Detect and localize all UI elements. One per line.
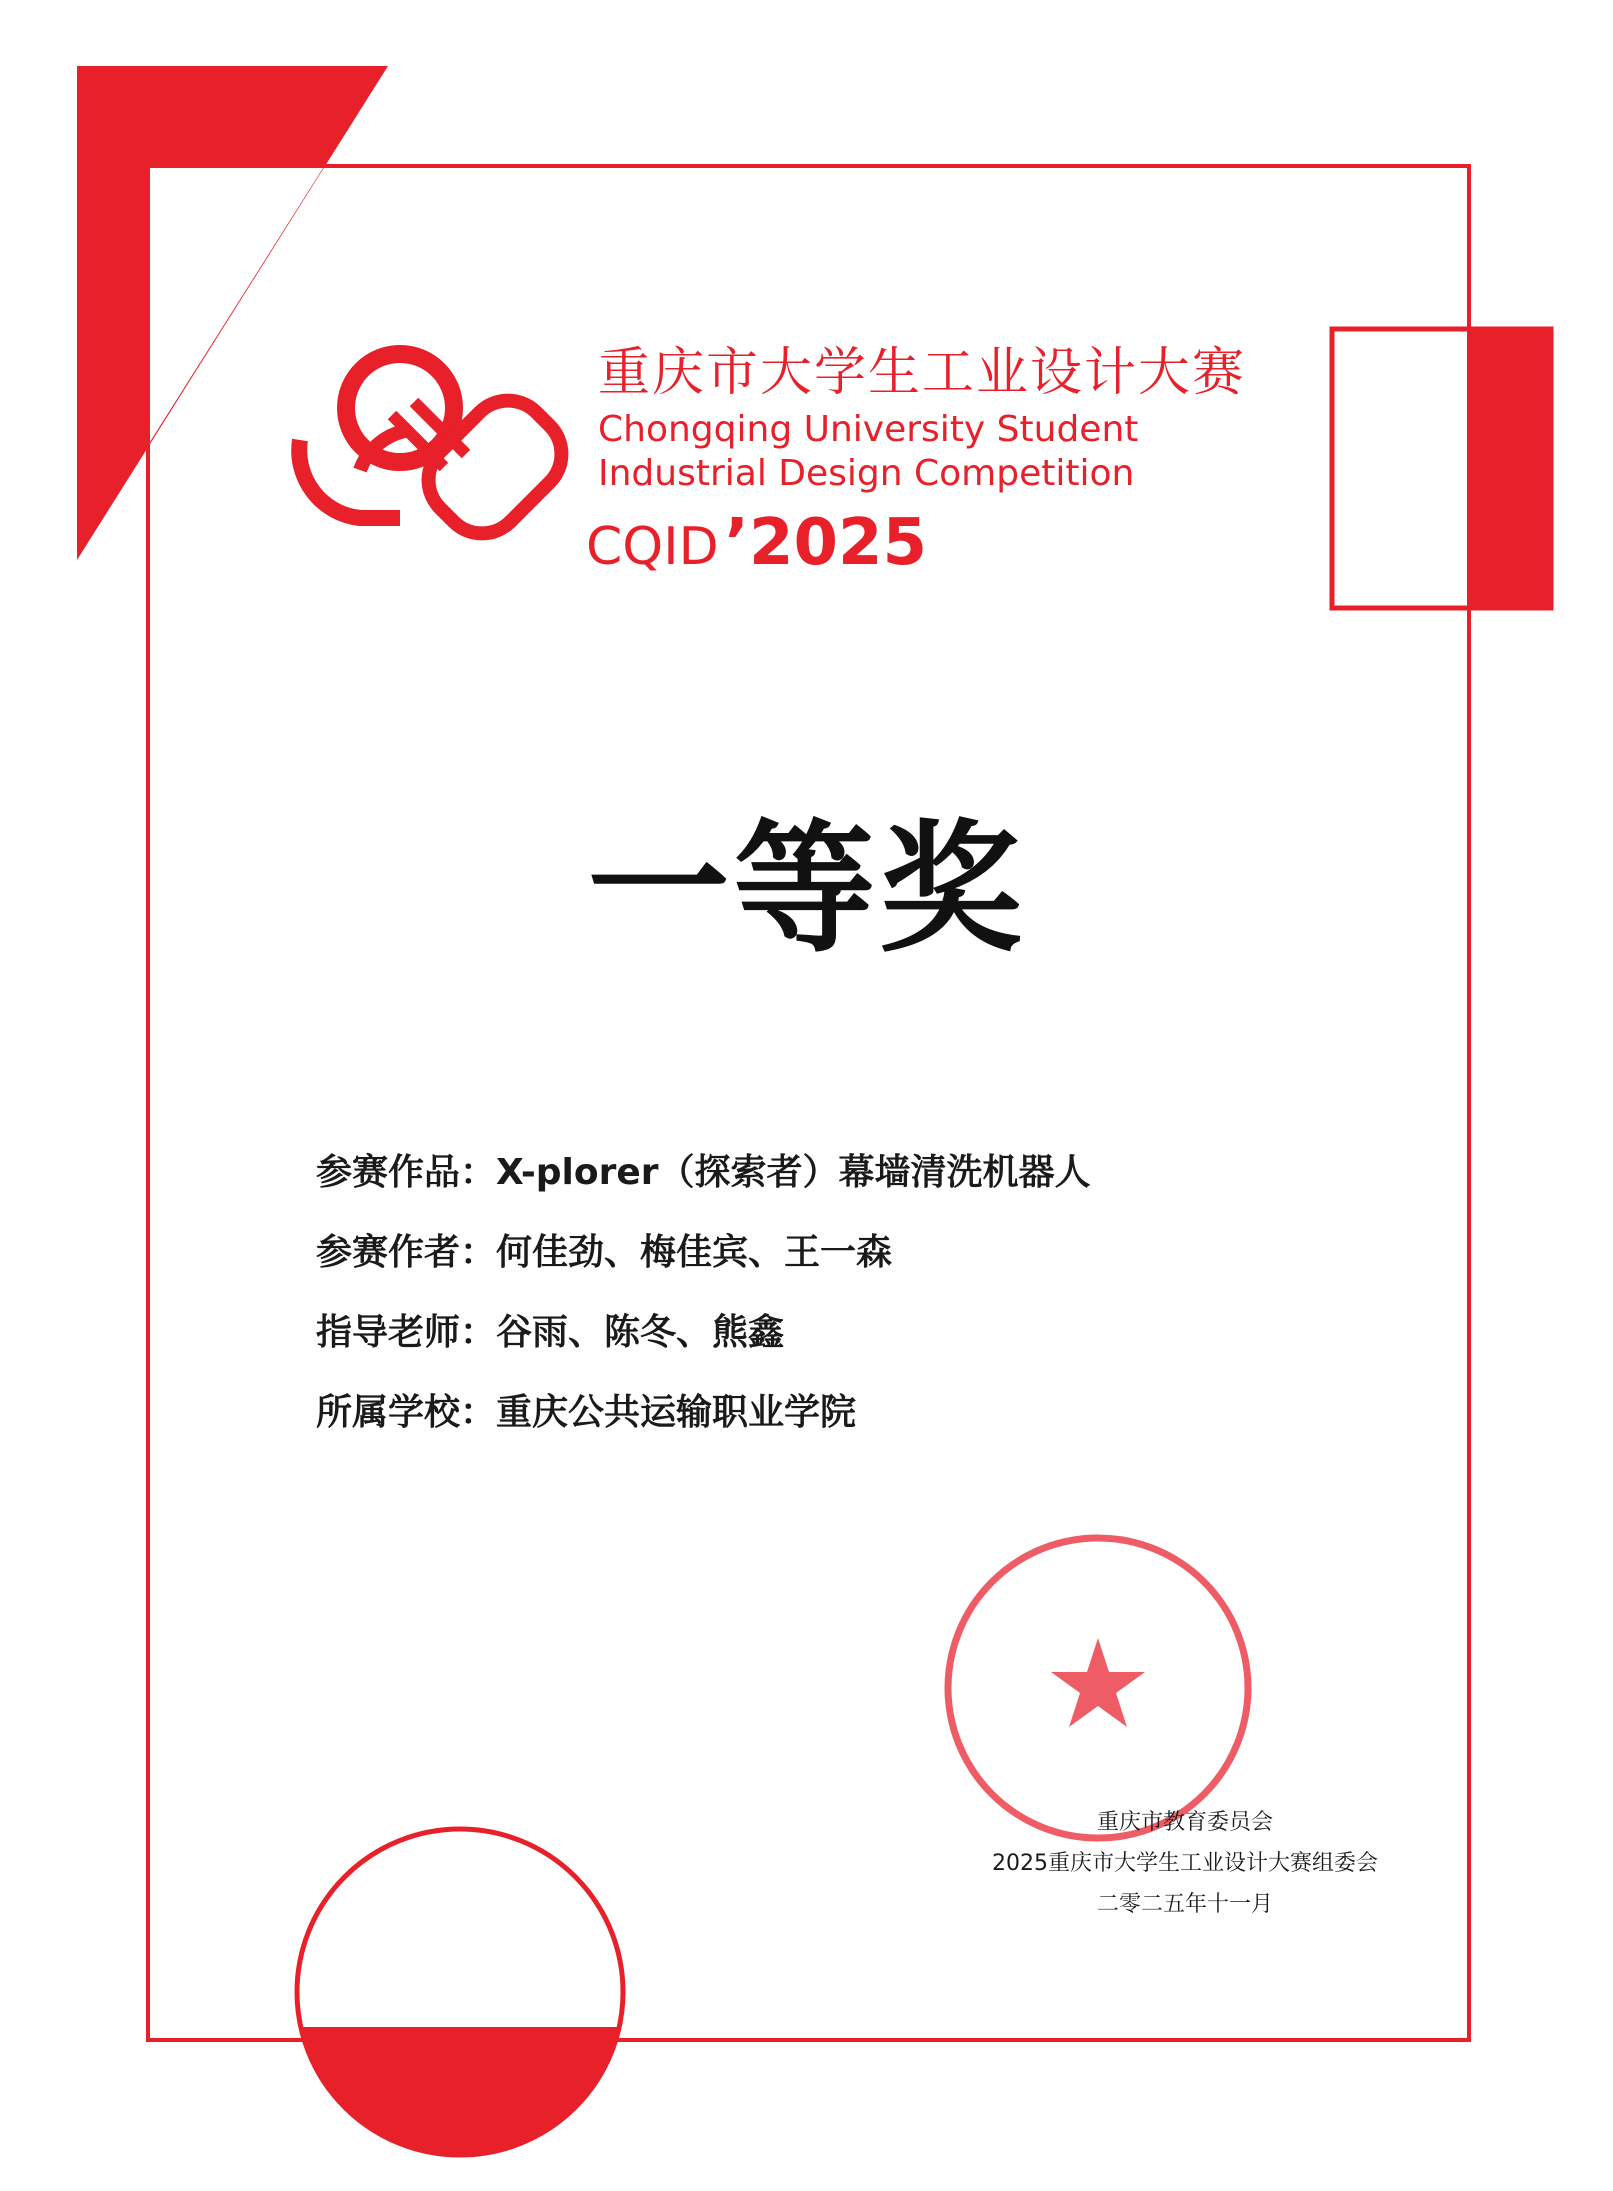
official-seal <box>938 1528 1258 1848</box>
info-entry: 参赛作品：X-plorer（探索者）幕墙清洗机器人 <box>316 1152 1091 1193</box>
info-school: 所属学校：重庆公共运输职业学院 <box>316 1392 857 1433</box>
seal-star-icon <box>1051 1638 1145 1727</box>
competition-title-en <box>598 408 1138 496</box>
issuer-line1: 重庆市教育委员会 <box>1096 1810 1273 1835</box>
competition-title-cn: 重庆市大学生工业设计大赛 <box>598 343 1247 403</box>
competition-brand-year <box>586 506 927 580</box>
award-level: 一等奖 <box>587 807 1026 972</box>
brand-year: ’2025 <box>724 506 928 580</box>
competition-title-en-line2: Industrial Design Competition <box>598 453 1135 494</box>
issuer-line2: 2025重庆市大学生工业设计大赛组委会 <box>992 1851 1378 1876</box>
info-advisors: 指导老师：谷雨、陈冬、熊鑫 <box>316 1312 785 1353</box>
bottom-circle-fill <box>290 2027 630 2167</box>
info-authors: 参赛作者：何佳劲、梅佳宾、王一森 <box>316 1232 893 1273</box>
competition-title-en-line1: Chongqing University Student <box>598 409 1139 450</box>
award-info <box>316 1148 1091 1468</box>
brand-cqid: CQID <box>586 517 719 577</box>
right-box-fill <box>1467 329 1551 608</box>
cqid-logo <box>299 354 561 533</box>
corner-triangle <box>77 66 388 560</box>
issuer-date: 二零二五年十一月 <box>1096 1892 1273 1917</box>
issuer-block <box>880 1802 1490 1925</box>
